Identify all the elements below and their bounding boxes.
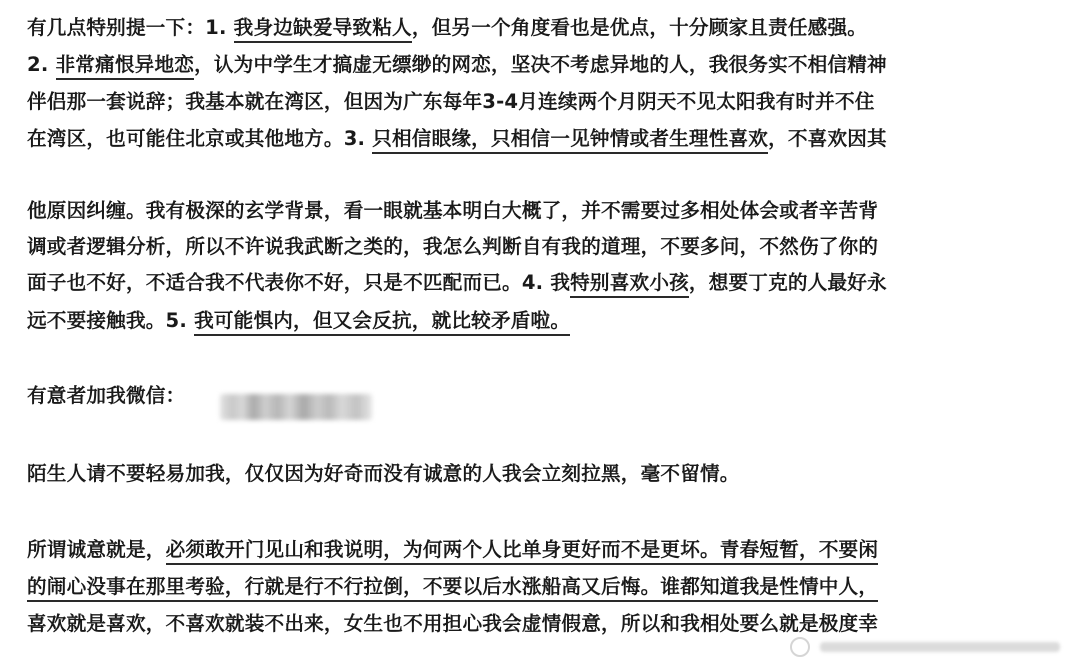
underlined-text: 的闹心没事在那里考验，行就是行不行拉倒，不要以后水涨船高又后悔。谁都知道我是性情中人， — [27, 575, 878, 602]
watermark — [790, 637, 1060, 657]
text-segment: 有意者加我微信： — [27, 384, 186, 407]
text-line — [27, 268, 887, 298]
text-line — [27, 196, 878, 226]
underlined-text: 我身边缺爱导致粘人 — [234, 16, 412, 43]
text-segment: 伴侣那一套说辞；我基本就在湾区，但因为广东每年3-4月连续两个月阴天不见太阳我有时并不住 — [27, 90, 875, 113]
text-line — [27, 124, 887, 154]
wechat-watermark-icon — [790, 637, 810, 657]
text-segment: 所谓诚意就是， — [27, 538, 166, 561]
text-line — [27, 13, 867, 43]
text-line — [27, 609, 878, 639]
text-line — [27, 459, 740, 489]
underlined-text: 必须敢开门见山和我说明，为何两个人比单身更好而不是更坏。青春短暂，不要闲 — [166, 538, 879, 565]
text-line — [27, 306, 570, 336]
text-line — [27, 87, 875, 117]
text-line — [27, 50, 887, 80]
text-segment: 在湾区，也可能住北京或其他地方。3. — [27, 127, 373, 150]
watermark-text-blurred — [820, 642, 1060, 652]
underlined-text: 非常痛恨异地恋 — [56, 53, 195, 80]
text-line — [27, 232, 878, 262]
text-line — [27, 572, 878, 602]
underlined-text: 我可能惧内，但又会反抗，就比较矛盾啦。 — [194, 309, 570, 336]
text-segment: 面子也不好，不适合我不代表你不好，只是不匹配而已。4. 我 — [27, 271, 571, 294]
text-line — [27, 535, 878, 565]
text-segment: 远不要接触我。5. — [27, 309, 195, 332]
underlined-text: 只相信眼缘，只相信一见钟情或者生理性喜欢 — [372, 127, 768, 154]
text-segment: 陌生人请不要轻易加我，仅仅因为好奇而没有诚意的人我会立刻拉黑，毫不留情。 — [27, 462, 740, 485]
text-segment: ，但另一个角度看也是优点，十分顾家且责任感强。 — [411, 16, 868, 39]
text-line — [27, 381, 185, 411]
text-segment: 喜欢就是喜欢，不喜欢就装不出来，女生也不用担心我会虚情假意，所以和我相处要么就是极度幸 — [27, 612, 879, 635]
text-segment: 有几点特别提一下：1. — [27, 16, 234, 39]
text-segment: ，不喜欢因其 — [768, 127, 887, 150]
text-segment: ，想要丁克的人最好永 — [688, 271, 887, 294]
text-segment: ，认为中学生才搞虚无缥缈的网恋，坚决不考虑异地的人，我很务实不相信精神 — [194, 53, 887, 76]
wechat-id-redaction — [220, 394, 372, 420]
text-segment: 他原因纠缠。我有极深的玄学背景，看一眼就基本明白大概了，并不需要过多相处体会或者辛苦背 — [27, 199, 879, 222]
underlined-text: 特别喜欢小孩 — [570, 271, 689, 298]
text-segment: 2. — [27, 53, 56, 76]
text-segment: 调或者逻辑分析，所以不许说我武断之类的，我怎么判断自有我的道理，不要多问，不然伤了你的 — [27, 235, 879, 258]
